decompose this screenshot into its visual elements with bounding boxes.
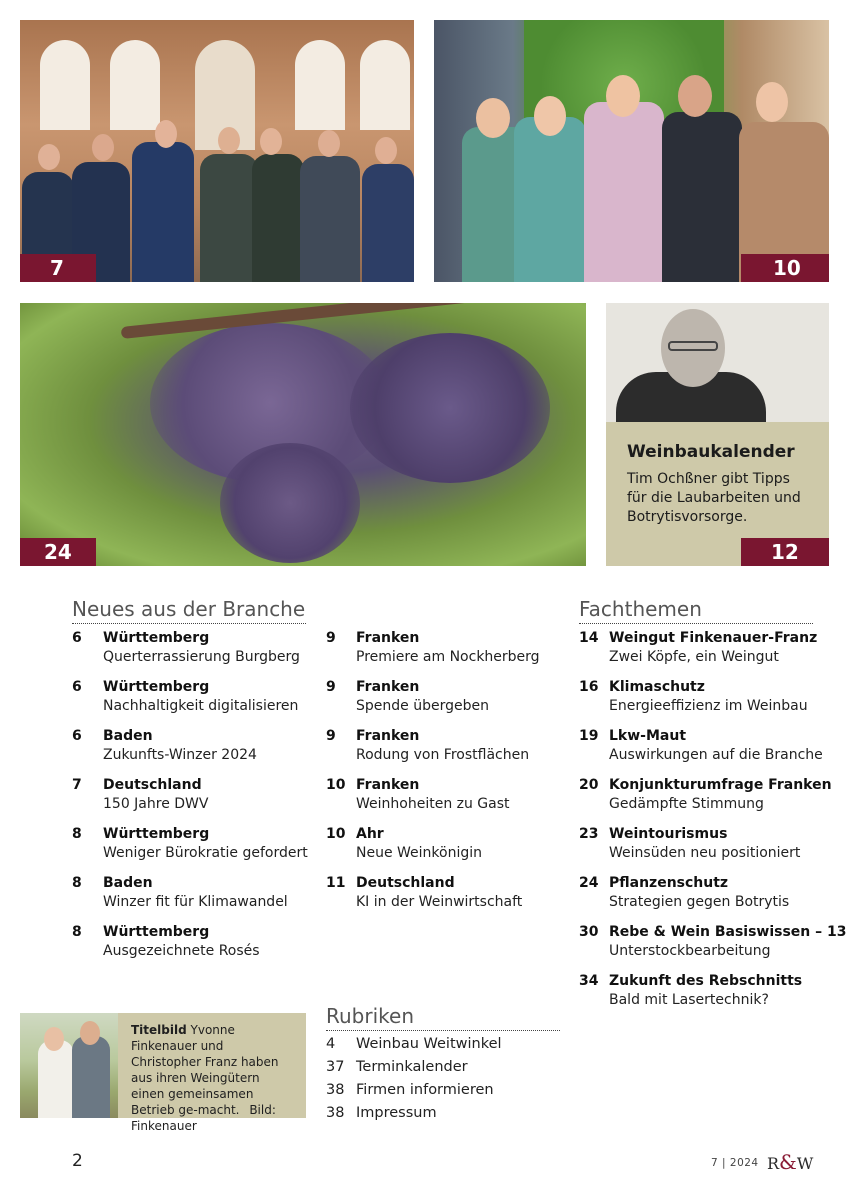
portrait-photo [606, 303, 829, 422]
person-head [678, 75, 712, 117]
toc-subtitle: Neue Weinkönigin [356, 845, 483, 861]
toc-category: Deutschland [103, 777, 202, 793]
titelbild-photo [20, 1013, 118, 1118]
logo-r: R [767, 1154, 780, 1173]
rubrik-label: Weinbau Weitwinkel [356, 1036, 502, 1052]
person-head [534, 96, 566, 136]
window-arch [110, 40, 160, 130]
window-arch [40, 40, 90, 130]
person [584, 102, 664, 282]
person [200, 154, 258, 282]
rubrik-entry[interactable] [326, 1059, 468, 1075]
toc-category: Baden [103, 875, 153, 891]
person-head [92, 134, 114, 161]
toc-category: Württemberg [103, 826, 210, 842]
rubrik-entry[interactable] [326, 1036, 502, 1052]
rubrik-label: Impressum [356, 1105, 437, 1121]
toc-page-number: 8 [72, 826, 82, 842]
person-head [38, 144, 60, 170]
toc-page-number: 9 [326, 630, 336, 646]
toc-page-number: 8 [72, 875, 82, 891]
toc-category: Lkw-Maut [609, 728, 687, 744]
grape-cluster [350, 333, 550, 483]
person-head [260, 128, 282, 155]
toc-category: Franken [356, 728, 420, 744]
toc-page-number: 10 [326, 826, 346, 842]
toc-subtitle: Zukunfts-Winzer 2024 [103, 747, 257, 763]
toc-subtitle: Energieeffizienz im Weinbau [609, 698, 808, 714]
toc-page-number: 30 [579, 924, 599, 940]
toc-page-number: 7 [72, 777, 82, 793]
toc-page-number: 20 [579, 777, 599, 793]
toc-category: Weingut Finkenauer-Franz [609, 630, 818, 646]
page-badge: 24 [20, 538, 96, 566]
toc-subtitle: Auswirkungen auf die Branche [609, 747, 823, 763]
rubrik-entry[interactable] [326, 1105, 437, 1121]
toc-page-number: 34 [579, 973, 599, 989]
toc-category: Weintourismus [609, 826, 728, 842]
toc-subtitle: Spende übergeben [356, 698, 489, 714]
toc-subtitle: Premiere am Nockherberg [356, 649, 540, 665]
toc-page-number: 11 [326, 875, 346, 891]
toc-category: Deutschland [356, 875, 455, 891]
logo-amp: & [779, 1150, 797, 1174]
person [300, 156, 360, 282]
toc-page-number: 19 [579, 728, 599, 744]
grape-cluster [220, 443, 360, 563]
window-arch [295, 40, 345, 130]
person [514, 117, 586, 282]
titelbild-text: Yvonne Finkenauer und Christopher Franz haben aus ihren Weingütern einen gemeinsamen Betrieb ge-macht. [131, 1023, 279, 1117]
toc-category: Franken [356, 630, 420, 646]
toc-subtitle: KI in der Weinwirtschaft [356, 894, 523, 910]
toc-category: Ahr [356, 826, 384, 842]
glasses-icon [668, 341, 718, 351]
rubrik-label: Firmen informieren [356, 1082, 494, 1098]
toc-category: Baden [103, 728, 153, 744]
vine-branch [121, 303, 580, 339]
toc-category: Rebe & Wein Basiswissen – 13 [609, 924, 847, 940]
person [38, 1040, 74, 1118]
page-badge: 12 [741, 538, 829, 566]
toc-category: Württemberg [103, 630, 210, 646]
section-title-rubriken: Rubriken [326, 1004, 560, 1031]
toc-subtitle: Nachhaltigkeit digitalisieren [103, 698, 299, 714]
magazine-logo [767, 1150, 813, 1174]
person [132, 142, 194, 282]
politicians-photo [20, 20, 414, 282]
person [252, 154, 304, 282]
person [72, 1036, 110, 1118]
toc-page-number: 9 [326, 728, 336, 744]
toc-category: Württemberg [103, 679, 210, 695]
toc-category: Württemberg [103, 924, 210, 940]
toc-category: Konjunkturumfrage Franken [609, 777, 832, 793]
person [362, 164, 414, 282]
titelbild-label: Titelbild [131, 1023, 187, 1037]
toc-subtitle: Rodung von Frostflächen [356, 747, 530, 763]
rubrik-page-number: 38 [326, 1105, 345, 1121]
section-title-neues: Neues aus der Branche [72, 597, 306, 624]
toc-page-number: 6 [72, 679, 82, 695]
toc-subtitle: Weniger Bürokratie gefordert [103, 845, 308, 861]
window-arch [360, 40, 410, 130]
page-badge: 7 [20, 254, 96, 282]
toc-category: Franken [356, 777, 420, 793]
toc-subtitle: Winzer fit für Klimawandel [103, 894, 288, 910]
person [662, 112, 742, 282]
rubrik-page-number: 4 [326, 1036, 336, 1052]
toc-subtitle: Gedämpfte Stimmung [609, 796, 764, 812]
page-badge: 10 [741, 254, 829, 282]
toc-page-number: 23 [579, 826, 599, 842]
toc-page-number: 10 [326, 777, 346, 793]
wine-queens-photo [434, 20, 829, 282]
page-number: 2 [72, 1151, 83, 1171]
toc-subtitle: Weinsüden neu positioniert [609, 845, 801, 861]
rubrik-page-number: 37 [326, 1059, 345, 1075]
toc-category: Pflanzenschutz [609, 875, 729, 891]
weinbaukalender-text: Tim Ochßner gibt Tipps für die Laubarbeiten und Botrytisvorsorge. [627, 471, 801, 525]
grapes-photo [20, 303, 586, 566]
toc-subtitle: Querterrassierung Burgberg [103, 649, 300, 665]
toc-subtitle: Strategien gegen Botrytis [609, 894, 790, 910]
rubrik-entry[interactable] [326, 1082, 494, 1098]
person-head [318, 130, 340, 157]
toc-subtitle: Bald mit Lasertechnik? [609, 992, 769, 1008]
toc-subtitle: Ausgezeichnete Rosés [103, 943, 260, 959]
logo-w: W [796, 1154, 814, 1173]
toc-page-number: 9 [326, 679, 336, 695]
person-head [155, 120, 177, 148]
issue-number: 7 | 2024 [711, 1157, 759, 1169]
toc-subtitle: Zwei Köpfe, ein Weingut [609, 649, 779, 665]
toc-page-number: 16 [579, 679, 599, 695]
rubrik-label: Terminkalender [356, 1059, 468, 1075]
toc-category: Zukunft des Rebschnitts [609, 973, 803, 989]
toc-page-number: 24 [579, 875, 599, 891]
weinbaukalender-title: Weinbaukalender [627, 442, 795, 462]
person-head [218, 127, 240, 154]
person-head [80, 1021, 100, 1045]
toc-subtitle: 150 Jahre DWV [103, 796, 209, 812]
toc-page-number: 6 [72, 630, 82, 646]
toc-page-number: 8 [72, 924, 82, 940]
person-head [756, 82, 788, 122]
toc-subtitle: Weinhoheiten zu Gast [356, 796, 510, 812]
titelbild-caption [118, 1013, 306, 1133]
toc-page-number: 14 [579, 630, 599, 646]
titelbild-credit: Bild: Finkenauer [131, 1103, 276, 1133]
toc-category: Franken [356, 679, 420, 695]
toc-category: Klimaschutz [609, 679, 705, 695]
person-head [606, 75, 640, 117]
toc-page-number: 6 [72, 728, 82, 744]
toc-subtitle: Unterstockbearbeitung [609, 943, 771, 959]
section-title-fachthemen: Fachthemen [579, 597, 813, 624]
person-head [375, 137, 397, 164]
person-head [476, 98, 510, 138]
person-head [44, 1027, 64, 1051]
rubrik-page-number: 38 [326, 1082, 345, 1098]
